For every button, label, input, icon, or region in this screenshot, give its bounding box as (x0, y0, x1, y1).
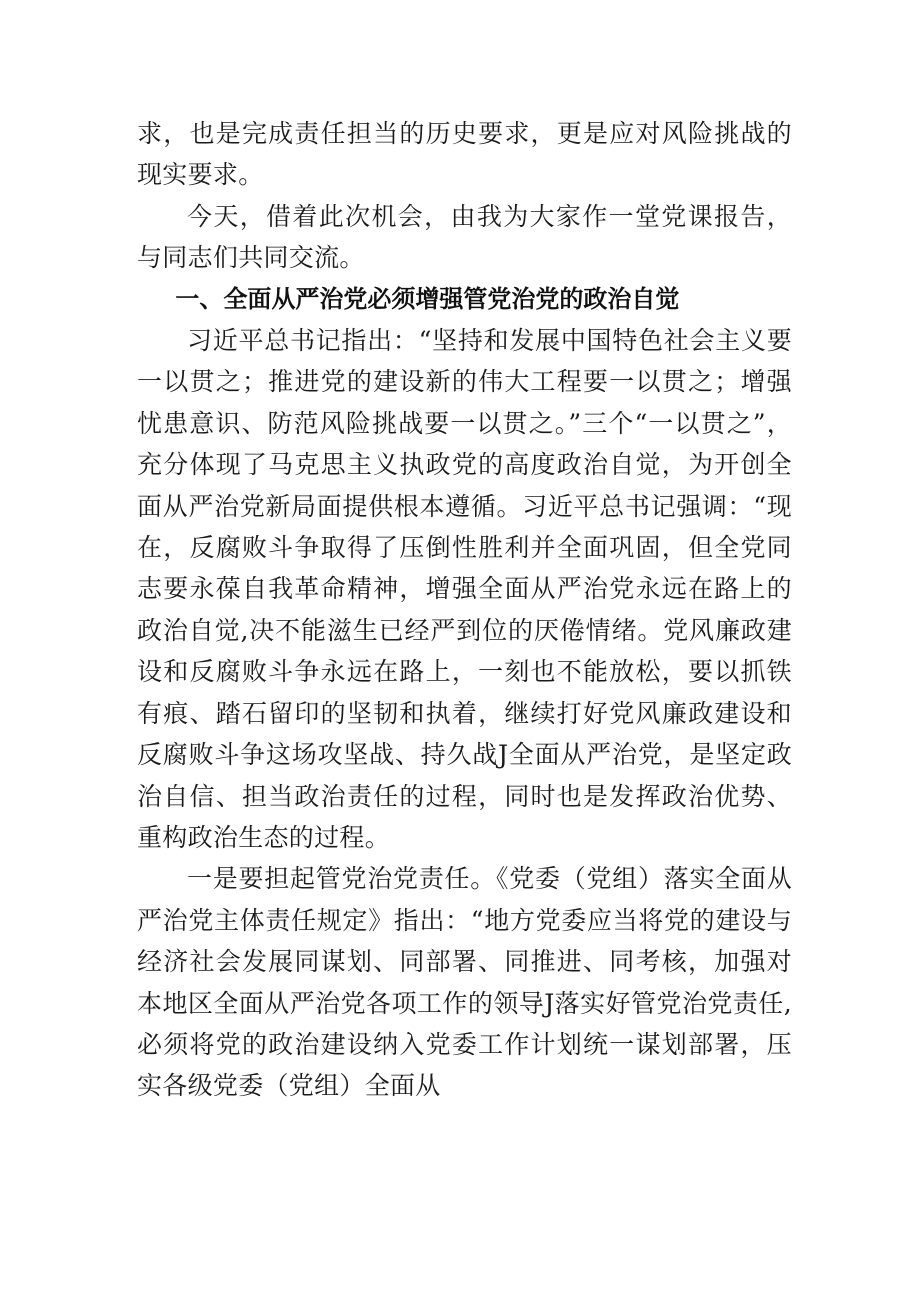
paragraph-quote: 习近平总书记指出：“坚持和发展中国特色社会主义要一以贯之；推进党的建设新的伟大工程要一以贯之；增强忧患意识、防范风险挑战要一以贯之。”三个“一以贯之”，充分体现了马克思主义执政党的高度政治自觉，为开创全面从严治党新局面提供根本遵循。习近平总书记强调：“现在，反腐败斗争取得了压倒性胜利并全面巩固，但全党同志要永葆自我革命精神，增强全面从严治党永远在路上的政治自觉,决不能滋生已经严到位的厌倦情绪。党风廉政建设和反腐败斗争永远在路上，一刻也不能放松，要以抓铁有痕、踏石留印的坚韧和执着，继续打好党风廉政建设和反腐败斗争这场攻坚战、持久战J全面从严治党，是坚定政治自信、担当政治责任的过程，同时也是发挥政治优势、重构政治生态的过程。 (137, 326, 792, 852)
paragraph-responsibility: 一是要担起管党治党责任。《党委（党组）落实全面从严治党主体责任规定》指出：“地方党委应当将党的建设与经济社会发展同谋划、同部署、同推进、同考核，加强对本地区全面从严治党各项工作的领导J落实好管党治党责任,必须将党的政治建设纳入党委工作计划统一谋划部署，压实各级党委（党组）全面从 (137, 864, 792, 1101)
document-body (137, 113, 792, 1107)
section-heading: 一、全面从严治党必须增强管党治党的政治自觉 (175, 284, 680, 313)
paragraph-continuation: 求，也是完成责任担当的历史要求，更是应对风险挑战的现实要求。 (137, 119, 792, 190)
paragraph-intro: 今天，借着此次机会，由我为大家作一堂党课报告，与同志们共同交流。 (137, 201, 792, 273)
